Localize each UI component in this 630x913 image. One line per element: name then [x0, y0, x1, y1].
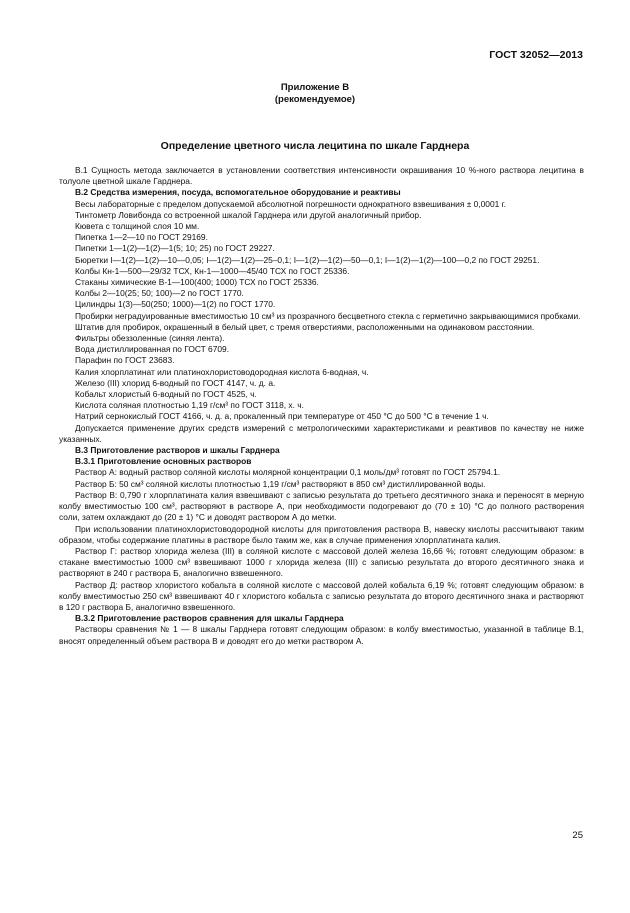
body-paragraph: Колбы Кн-1—500—29/32 ТСХ, Кн-1—1000—45/40 ТСХ по ГОСТ 25336. [75, 265, 350, 276]
section-title: Определение цветного числа лецитина по шкале Гарднера [160, 140, 470, 152]
body-paragraph: Растворы сравнения № 1 — 8 шкалы Гарднера готовят следующим образом: в колбу вместимостью, указанной в таблице В.1, вносят определенный объем раствора В и доводят его до метки раствором А. [59, 624, 584, 646]
body-paragraph: Весы лабораторные с пределом допускаемой абсолютной погрешности однократного взвешивания ± 0,0001 г. [75, 198, 506, 209]
body-paragraph: Кювета с толщиной слоя 10 мм. [75, 221, 200, 232]
body-paragraph: Пробирки неградуированные вместимостью 10 см³ из прозрачного бесцветного стекла с герметично закрывающимися пробками. [75, 310, 581, 321]
body-paragraph: Раствор В: 0,790 г хлорплатината калия взвешивают с записью результата до третьего десятичного знака и переносят в мерную колбу вместимостью 100 см³, растворяют в растворе А, при необходимости подогревают до (70 ± 10) °С до полного растворения соли, затем охлаждают до (20 ± 1) °С и доводят раствором А до метки. [59, 489, 584, 523]
body-paragraph: Штатив для пробирок, окрашенный в белый цвет, с тремя отверстиями, расположенными на одинаковом расстоянии. [75, 321, 535, 332]
body-paragraph: Раствор Г: раствор хлорида железа (III) в соляной кислоте с массовой долей железа 16,66 %; готовят следующим образом: в стакане вместимостью 1000 см³ взвешивают 1000 г хлорида железа (III) с записью результата до второго десятичного знака и растворяют в 240 г раствора Б, аналогично взвешенного. [59, 545, 584, 579]
annex-status: (рекомендуемое) [274, 94, 356, 105]
body-paragraph: Раствор Д: раствор хлористого кобальта в соляной кислоте с массовой долей кобальта 6,19 %; готовят следующим образом: в колбу вместимостью 250 см³ взвешивают 40 г хлористого кобальта с записью результата до второго десятичного знака и растворяют в 120 г раствора Б, аналогично взвешенного. [59, 579, 584, 612]
document-id: ГОСТ 32052—2013 [489, 49, 583, 61]
body-paragraph: Железо (III) хлорид 6-водный по ГОСТ 4147, ч. д. а. [75, 377, 276, 388]
body-paragraph: Тинтометр Ловибонда со встроенной шкалой Гарднера или другой аналогичный прибор. [75, 209, 422, 220]
body-paragraph: Бюретки I—1(2)—1(2)—10—0,05; I—1(2)—1(2)—25–0,1; I—1(2)—1(2)—50—0,1; I—1(2)—1(2)—100—0,2 по ГОСТ 29251. [75, 254, 540, 265]
page-number: 25 [572, 830, 583, 841]
section-heading: В.3 Приготовление растворов и шкалы Гарднера [75, 445, 280, 456]
body-paragraph: Вода дистиллированная по ГОСТ 6709. [75, 344, 230, 355]
section-heading: В.2 Средства измерения, посуда, вспомогательное оборудование и реактивы [75, 187, 401, 198]
body-paragraph: Пипетки 1—1(2)—1(2)—1(5; 10; 25) по ГОСТ 29227. [75, 243, 275, 254]
body-paragraph: Фильтры обеззоленные (синяя лента). [75, 333, 225, 344]
body-paragraph: Раствор Б: 50 см³ соляной кислоты плотностью 1,19 г/см³ растворяют в 850 см³ дистиллированной воды. [75, 478, 486, 489]
body-paragraph: Допускается применение других средств измерений с метрологическими характеристиками и реактивов по качеству не ниже указанных. [59, 422, 584, 444]
section-heading: В.3.2 Приготовление растворов сравнения для шкалы Гарднера [75, 613, 344, 624]
body-paragraph: Парафин по ГОСТ 23683. [75, 355, 175, 366]
body-paragraph: Стаканы химические В-1—100(400; 1000) ТСХ по ГОСТ 25336. [75, 277, 319, 288]
document-body [59, 165, 584, 647]
body-paragraph: Кислота соляная плотностью 1,19 г/см³ по ГОСТ 3118, х. ч. [75, 400, 304, 411]
body-paragraph: Цилиндры 1(3)—50(250; 1000)—1(2) по ГОСТ 1770. [75, 299, 276, 310]
body-paragraph: Пипетка 1—2—10 по ГОСТ 29169. [75, 232, 208, 243]
section-heading: В.3.1 Приготовление основных растворов [75, 456, 252, 467]
annex-label: Приложение В [280, 82, 350, 93]
body-paragraph: При использовании платинохлористоводородной кислоты для приготовления раствора В, навеску кислоты рассчитывают таким образом, чтобы содержание платины в растворе было таким же, как в случае применения хлорплатината калия. [59, 523, 584, 545]
body-paragraph: Натрий сернокислый ГОСТ 4166, ч. д. а, прокаленный при температуре от 450 °С до 500 °С в течение 1 ч. [75, 411, 489, 422]
body-paragraph: В.1 Сущность метода заключается в установлении соответствия интенсивности окрашивания 10 %-ного раствора лецитина в толуоле цветной шкале Гарднера. [59, 165, 584, 187]
body-paragraph: Кобальт хлористый 6-водный по ГОСТ 4525, ч. [75, 389, 257, 400]
body-paragraph: Раствор А: водный раствор соляной кислоты молярной концентрации 0,1 моль/дм³ готовят по ГОСТ 25794.1. [75, 467, 501, 478]
body-paragraph: Калия хлорплатинат или платинохлористоводородная кислота 6-водная, ч. [75, 366, 369, 377]
body-paragraph: Колбы 2—10(25; 50; 100)—2 по ГОСТ 1770. [75, 288, 244, 299]
